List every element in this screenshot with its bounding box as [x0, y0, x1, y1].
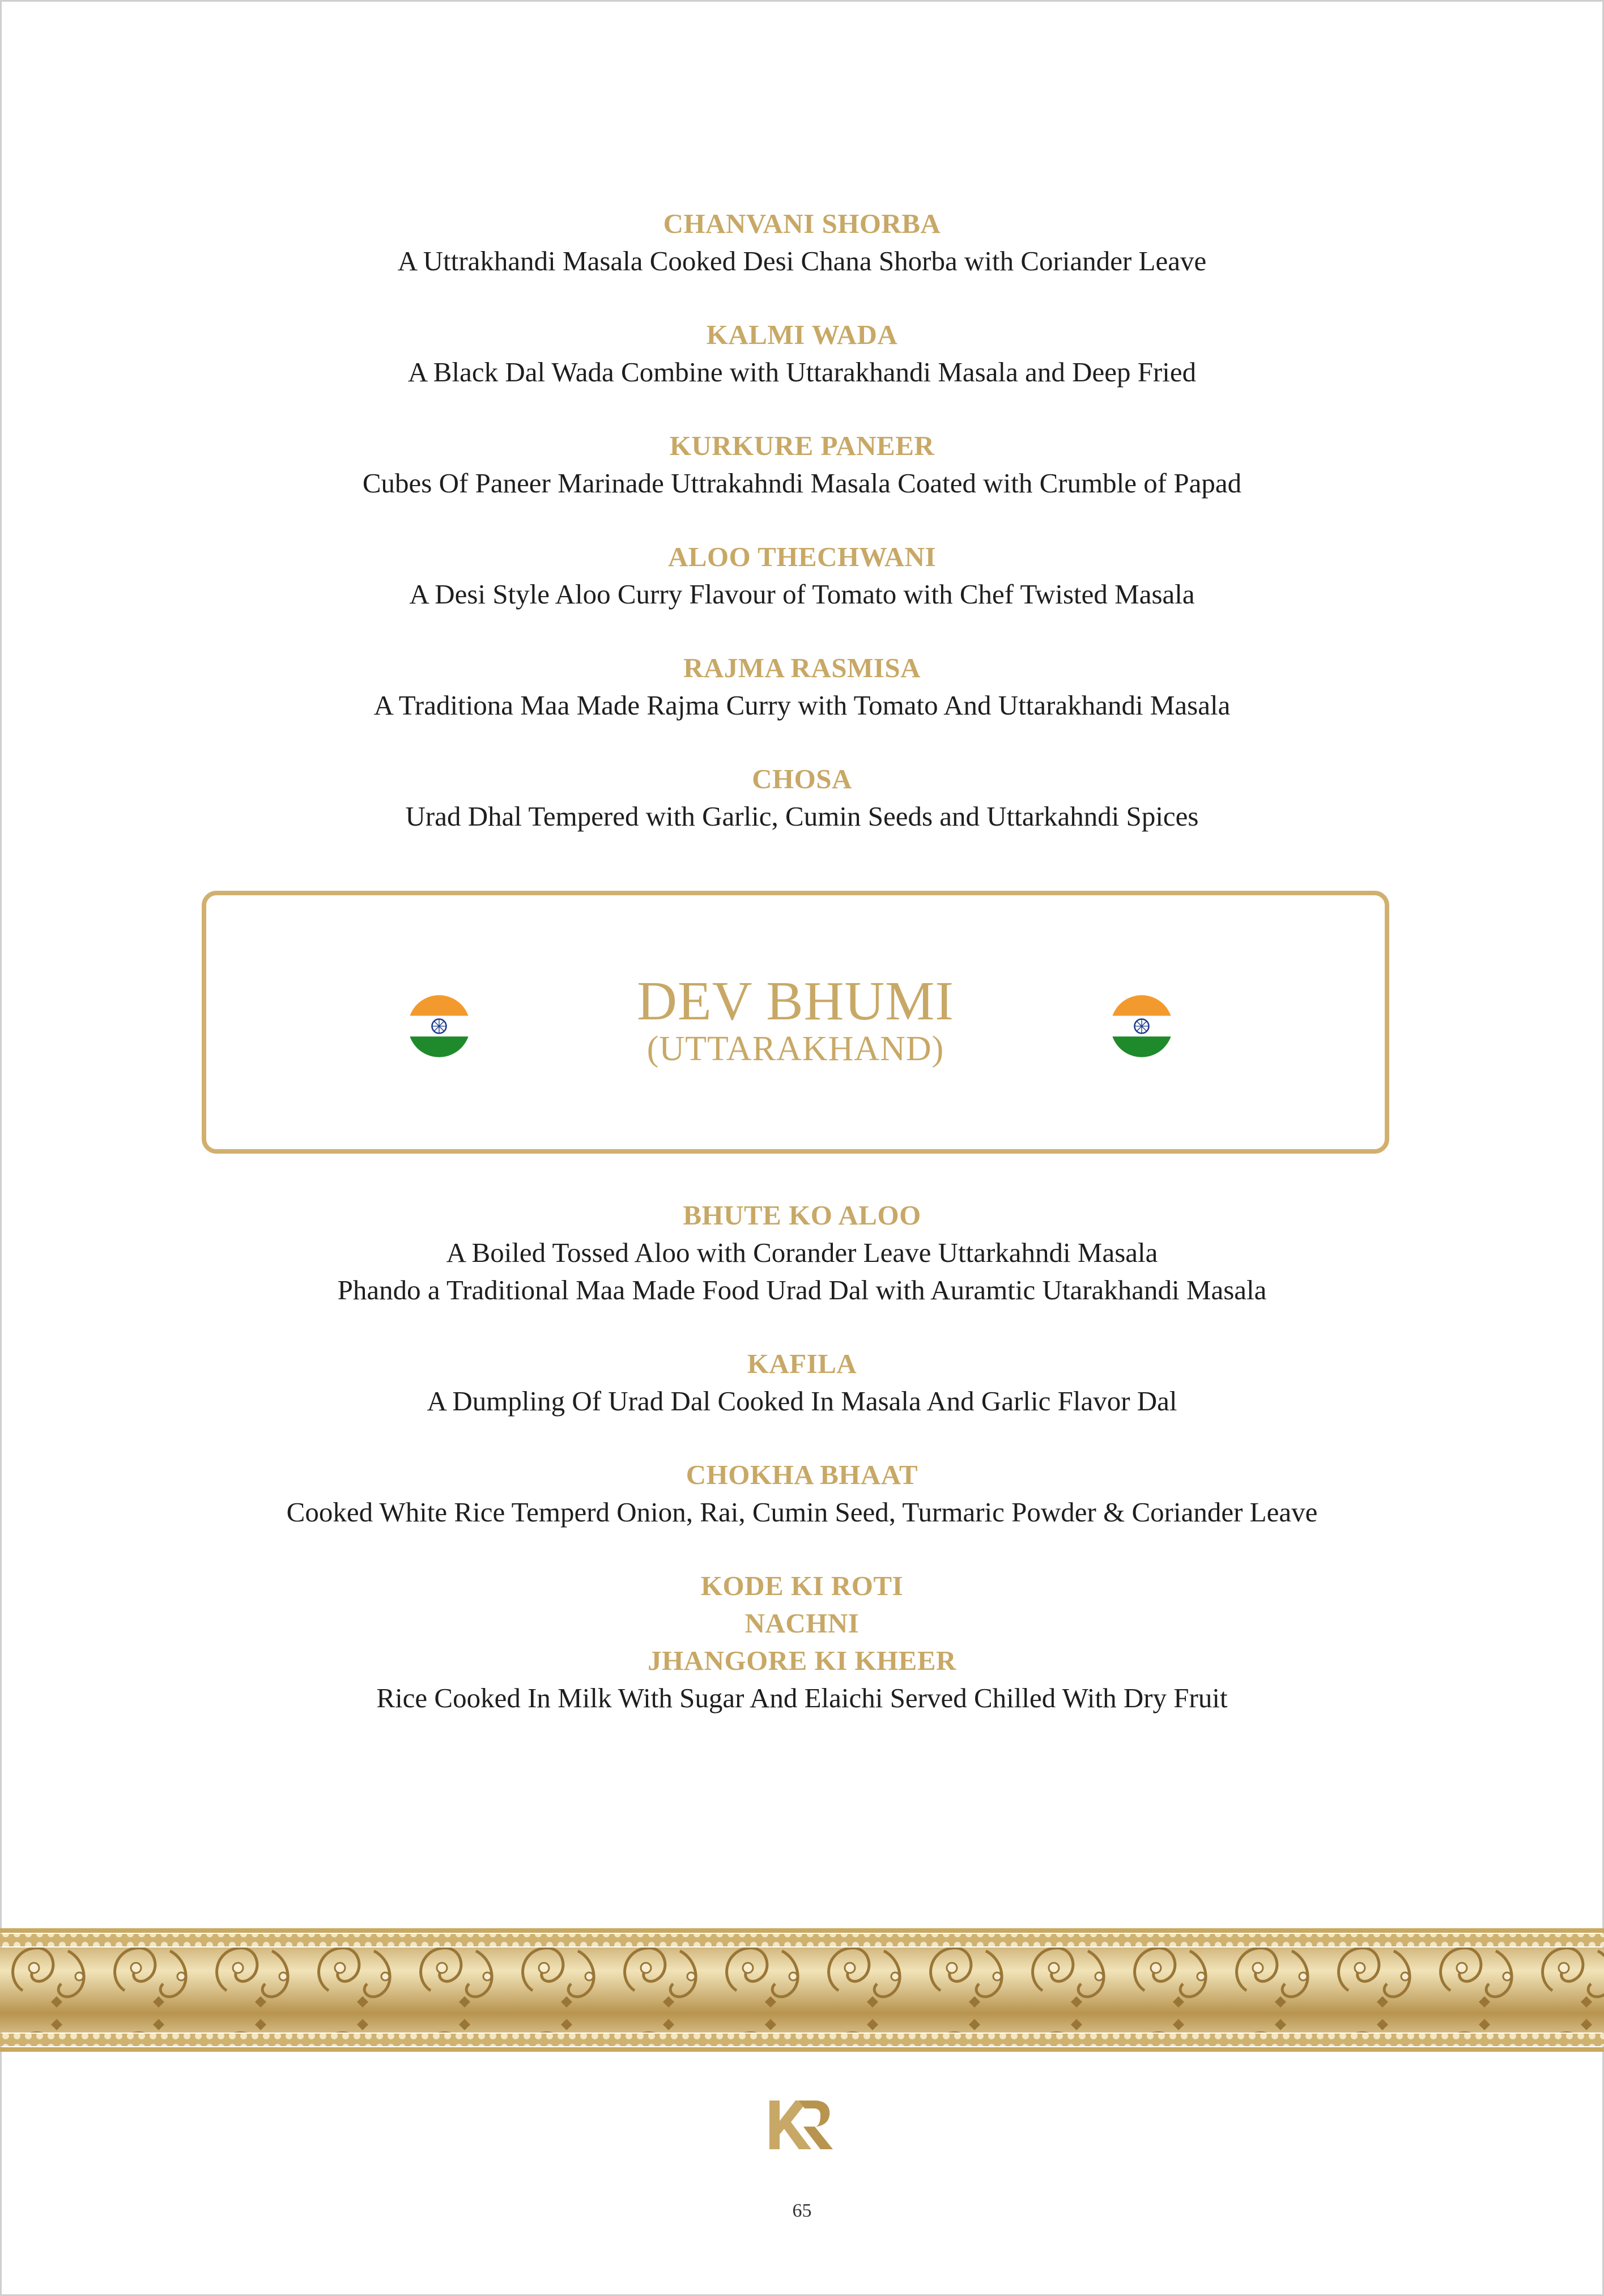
dish-description: Urad Dhal Tempered with Garlic, Cumin Seeds and Uttarkahndi Spices [405, 801, 1199, 832]
dish-name: CHANVANI SHORBA [663, 208, 941, 239]
dish-description: A Desi Style Aloo Curry Flavour of Tomato with Chef Twisted Masala [409, 579, 1195, 610]
menu-item [0, 1345, 1604, 1420]
dish-description: A Dumpling Of Urad Dal Cooked In Masala And Garlic Flavor Dal [427, 1385, 1177, 1417]
menu-item [0, 316, 1604, 391]
menu-item [0, 538, 1604, 613]
dish-name: JHANGORE KI KHEER [648, 1645, 956, 1676]
menu-item [0, 427, 1604, 502]
menu-item [0, 760, 1604, 835]
dish-description: A Uttrakhandi Masala Cooked Desi Chana Shorba with Coriander Leave [397, 245, 1207, 277]
dish-name: BHUTE KO ALOO [683, 1200, 921, 1231]
india-flag-icon [1109, 994, 1174, 1058]
dish-name: CHOKHA BHAAT [686, 1459, 918, 1490]
banner-title: DEV BHUMI [637, 971, 954, 1032]
kr-logo [766, 2098, 834, 2152]
menu-item [0, 1197, 1604, 1309]
banner-subtitle: (UTTARAKHAND) [646, 1030, 944, 1068]
dish-description: Rice Cooked In Milk With Sugar And Elaichi Served Chilled With Dry Fruit [376, 1682, 1228, 1714]
dish-description: A Boiled Tossed Aloo with Corander Leave Uttarkahndi Masala [446, 1237, 1158, 1268]
dish-name: NACHNI [744, 1608, 860, 1639]
dish-name: CHOSA [752, 763, 852, 794]
menu-item [0, 1456, 1604, 1531]
menu-item [0, 1567, 1604, 1717]
menu-item [0, 649, 1604, 724]
dish-description: Cubes Of Paneer Marinade Uttrakahndi Masala Coated with Crumble of Papad [362, 467, 1242, 499]
dish-description: Cooked White Rice Temperd Onion, Rai, Cumin Seed, Turmaric Powder & Coriander Leave [286, 1496, 1318, 1528]
dish-name: KODE KI ROTI [700, 1570, 904, 1601]
dish-name: RAJMA RASMISA [683, 652, 921, 683]
dish-name: KALMI WADA [706, 319, 898, 350]
dish-description: Phando a Traditional Maa Made Food Urad Dal with Auramtic Utarakhandi Masala [337, 1274, 1267, 1306]
menu-section-starters [0, 205, 1604, 835]
page-number: 65 [792, 2200, 812, 2221]
ornamental-border [0, 1928, 1604, 2052]
menu-section-mains [0, 1197, 1604, 1717]
region-banner [202, 891, 1389, 1154]
dish-description: A Traditiona Maa Made Rajma Curry with Tomato And Uttarakhandi Masala [373, 690, 1231, 721]
dish-name: KAFILA [747, 1348, 857, 1379]
dish-name: ALOO THECHWANI [667, 541, 937, 572]
dish-description: A Black Dal Wada Combine with Uttarakhandi Masala and Deep Fried [407, 356, 1197, 388]
menu-item [0, 205, 1604, 280]
dish-name: KURKURE PANEER [669, 430, 935, 461]
